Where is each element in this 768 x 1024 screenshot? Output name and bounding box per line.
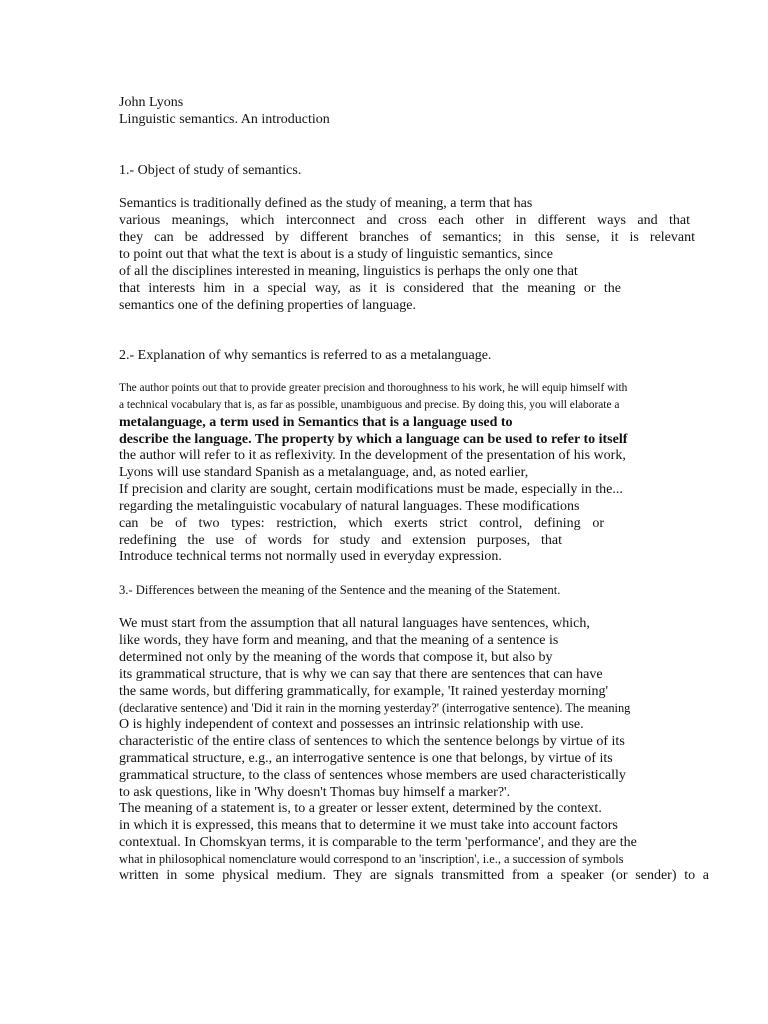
section-3-line: in which it is expressed, this means that to determine it we must take into account factors — [119, 818, 618, 833]
document-title: Linguistic semantics. An introduction — [119, 112, 330, 127]
section-3-line: like words, they have form and meaning, and that the meaning of a sentence is — [119, 633, 559, 648]
section-1-line: Semantics is traditionally defined as the study of meaning, a term that has — [119, 196, 533, 211]
section-3-line: grammatical structure, e.g., an interrogative sentence is one that belongs, by virtue of its — [119, 751, 613, 766]
section-3-line: We must start from the assumption that all natural languages have sentences, which, — [119, 616, 590, 631]
section-2-line: the author will refer to it as reflexivity. In the development of the presentation of his work, — [119, 448, 626, 463]
section-3-line: the same words, but differing grammatically, for example, 'It rained yesterday morning' — [119, 684, 609, 699]
section-3-line: The meaning of a statement is, to a greater or lesser extent, determined by the context. — [119, 801, 602, 816]
section-1-heading: 1.- Object of study of semantics. — [119, 163, 302, 178]
section-3-line: determined not only by the meaning of the words that compose it, but also by — [119, 650, 553, 665]
section-1-line: that interests him in a special way, as it is considered that the meaning or the — [119, 281, 621, 296]
section-2-bold-line: metalanguage, a term used in Semantics that is a language used to — [119, 415, 513, 430]
section-2-line: can be of two types: restriction, which exerts strict control, defining or — [119, 516, 604, 531]
section-3-heading: 3.- Differences between the meaning of the Sentence and the meaning of the Statement. — [119, 583, 561, 597]
section-1-line: to point out that what the text is about is a study of linguistic semantics, since — [119, 247, 553, 262]
section-1-line: of all the disciplines interested in meaning, linguistics is perhaps the only one that — [119, 264, 578, 279]
author-name: John Lyons — [119, 95, 184, 110]
section-2-small-line: The author points out that to provide greater precision and thoroughness to his work, he will equip himself with — [119, 382, 628, 394]
section-3-line: characteristic of the entire class of sentences to which the sentence belongs by virtue of its — [119, 734, 625, 749]
section-3-line: what in philosophical nomenclature would correspond to an 'inscription', i.e., a succession of symbols — [119, 852, 624, 866]
section-2-line: Lyons will use standard Spanish as a metalanguage, and, as noted earlier, — [119, 465, 529, 480]
section-3-line: (declarative sentence) and 'Did it rain in the morning yesterday?' (interrogative sentence). The meaning — [119, 701, 631, 715]
section-2-line: If precision and clarity are sought, certain modifications must be made, especially in the... — [119, 482, 623, 497]
section-2-heading: 2.- Explanation of why semantics is referred to as a metalanguage. — [119, 348, 492, 363]
section-1-line: various meanings, which interconnect and cross each other in different ways and that — [119, 213, 690, 228]
section-1-line: they can be addressed by different branches of semantics; in this sense, it is relevant — [119, 230, 695, 245]
section-2-bold-line: describe the language. The property by which a language can be used to refer to itself — [119, 432, 628, 447]
section-1-line: semantics one of the defining properties of language. — [119, 298, 417, 313]
section-3-line: its grammatical structure, that is why we can say that there are sentences that can have — [119, 667, 603, 682]
section-2-small-line: a technical vocabulary that is, as far as possible, unambiguous and precise. By doing this, you will elaborate a — [119, 399, 620, 411]
section-3-line: written in some physical medium. They are signals transmitted from a speaker (or sender) to a — [119, 868, 709, 883]
section-2-line: Introduce technical terms not normally used in everyday expression. — [119, 549, 502, 564]
section-2-line: regarding the metalinguistic vocabulary of natural languages. These modifications — [119, 499, 580, 514]
section-3-line: contextual. In Chomskyan terms, it is comparable to the term 'performance', and they are the — [119, 835, 637, 850]
section-3-line: grammatical structure, to the class of sentences whose members are used characteristically — [119, 768, 626, 783]
section-2-line: redefining the use of words for study and extension purposes, that — [119, 533, 562, 548]
section-3-line: to ask questions, like in 'Why doesn't Thomas buy himself a marker?'. — [119, 785, 511, 800]
section-3-line: O is highly independent of context and possesses an intrinsic relationship with use. — [119, 717, 584, 732]
